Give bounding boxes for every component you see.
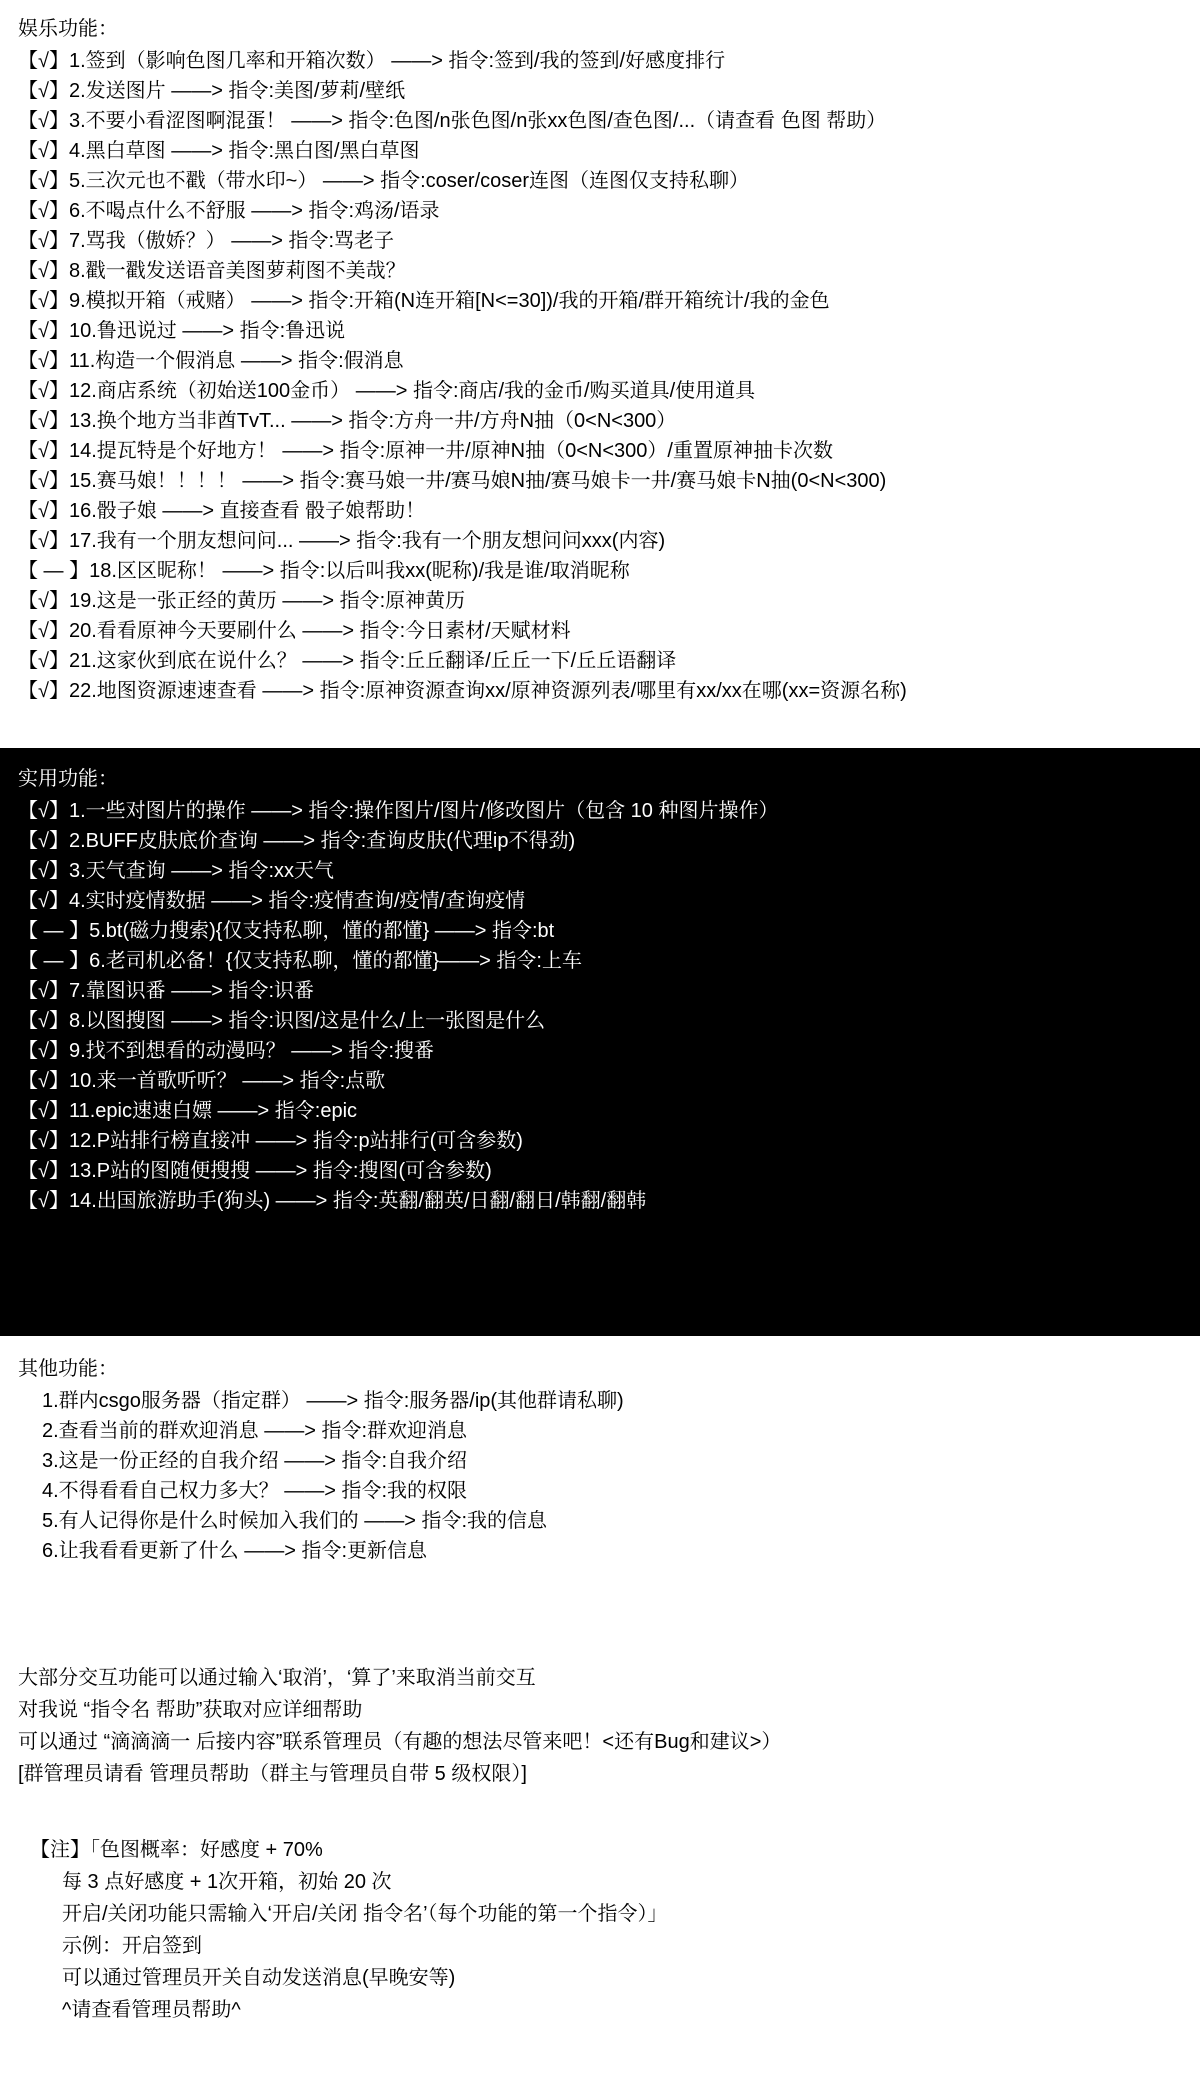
list-item: 【√】22.地图资源速速查看 ——> 指令:原神资源查询xx/原神资源列表/哪里有xx/xx在哪(xx=资源名称) xyxy=(18,680,907,702)
list-item: 【√】7.靠图识番 ——> 指令:识番 xyxy=(18,980,315,1002)
section-divider xyxy=(0,724,1200,748)
list-item: 【√】17.我有一个朋友想问问... ——> 指令:我有一个朋友想问问xxx(内容) xyxy=(18,530,666,552)
list-item: 【√】6.不喝点什么不舒服 ——> 指令:鸡汤/语录 xyxy=(18,200,440,222)
list-item: 【√】2.BUFF皮肤底价查询 ——> 指令:查询皮肤(代理ip不得劲) xyxy=(18,830,576,852)
list-item: 3.这是一份正经的自我介绍 ——> 指令:自我介绍 xyxy=(42,1450,468,1472)
list-item: 【√】7.骂我（傲娇？） ——> 指令:骂老子 xyxy=(18,230,395,252)
list-item: 【√】16.骰子娘 ——> 直接查看 骰子娘帮助！ xyxy=(18,500,426,522)
list-item: 4.不得看看自己权力多大？ ——> 指令:我的权限 xyxy=(42,1480,468,1502)
list-item: 【√】1.签到（影响色图几率和开箱次数） ——> 指令:签到/我的签到/好感度排行 xyxy=(18,50,726,72)
practical-section xyxy=(0,748,1200,1336)
list-item: 【√】10.来一首歌听听？ ——> 指令:点歌 xyxy=(18,1070,386,1092)
list-item: 【√】8.以图搜图 ——> 指令:识图/这是什么/上一张图是什么 xyxy=(18,1010,546,1032)
other-section xyxy=(0,1336,1200,1576)
bottom-padding xyxy=(0,2036,1200,2096)
list-item: 【√】15.赛马娘！！！！ ——> 指令:赛马娘一井/赛马娘N抽/赛马娘卡一井/赛马娘卡N抽(0<N<300) xyxy=(18,470,887,492)
list-item: 【√】12.P站排行榜直接冲 ——> 指令:p站排行(可含参数) xyxy=(18,1130,523,1152)
list-item: 【√】4.实时疫情数据 ——> 指令:疫情查询/疫情/查询疫情 xyxy=(18,890,526,912)
list-item: 【√】13.换个地方当非酋TvT... ——> 指令:方舟一井/方舟N抽（0<N<300） xyxy=(18,410,677,432)
list-item: 【√】9.模拟开箱（戒赌） ——> 指令:开箱(N连开箱[N<=30])/我的开箱/群开箱统计/我的金色 xyxy=(18,290,830,312)
list-item: 【√】3.不要小看涩图啊混蛋！ ——> 指令:色图/n张色图/n张xx色图/查色图/...（请查看 色图 帮助） xyxy=(18,110,887,132)
footnote-line: 开启/关闭功能只需输入‘开启/关闭 指令名’（每个功能的第一个指令）」 xyxy=(62,1903,668,1925)
list-item: 【√】3.天气查询 ——> 指令:xx天气 xyxy=(18,860,335,882)
list-item: 【 — 】18.区区昵称！ ——> 指令:以后叫我xx(昵称)/我是谁/取消昵称 xyxy=(18,560,630,582)
list-item: 【 — 】5.bt(磁力搜索){仅支持私聊，懂的都懂} ——> 指令:bt xyxy=(18,920,555,942)
note-line: 对我说 “指令名 帮助”获取对应详细帮助 xyxy=(18,1699,363,1721)
footnote-line: 每 3 点好感度 + 1次开箱，初始 20 次 xyxy=(62,1871,392,1893)
section-gap xyxy=(0,1576,1200,1662)
list-item: 【√】5.三次元也不戳（带水印~） ——> 指令:coser/coser连图（连图仅支持私聊） xyxy=(18,170,750,192)
practical-title: 实用功能： xyxy=(18,768,118,790)
note-line: 大部分交互功能可以通过输入‘取消’，‘算了’来取消当前交互 xyxy=(18,1667,536,1689)
list-item: 【√】4.黑白草图 ——> 指令:黑白图/黑白草图 xyxy=(18,140,420,162)
list-item: 【 — 】6.老司机必备！{仅支持私聊，懂的都懂}——> 指令:上车 xyxy=(18,950,582,972)
note-line: 可以通过 “滴滴滴一 后接内容”联系管理员（有趣的想法尽管来吧！<还有Bug和建议>） xyxy=(18,1731,782,1753)
list-item: 【√】21.这家伙到底在说什么？ ——> 指令:丘丘翻译/丘丘一下/丘丘语翻译 xyxy=(18,650,677,672)
list-item: 【√】9.找不到想看的动漫吗？ ——> 指令:搜番 xyxy=(18,1040,435,1062)
footnote-line: 示例：开启签到 xyxy=(62,1935,202,1957)
list-item: 1.群内csgo服务器（指定群） ——> 指令:服务器/ip(其他群请私聊) xyxy=(42,1390,624,1412)
list-item: 【√】13.P站的图随便搜搜 ——> 指令:搜图(可含参数) xyxy=(18,1160,492,1182)
list-item: 【√】10.鲁迅说过 ——> 指令:鲁迅说 xyxy=(18,320,346,342)
list-item: 6.让我看看更新了什么 ——> 指令:更新信息 xyxy=(42,1540,428,1562)
note-line: [群管理员请看 管理员帮助（群主与管理员自带 5 级权限）] xyxy=(18,1763,527,1785)
list-item: 5.有人记得你是什么时候加入我们的 ——> 指令:我的信息 xyxy=(42,1510,548,1532)
list-item: 2.查看当前的群欢迎消息 ——> 指令:群欢迎消息 xyxy=(42,1420,468,1442)
footnote-gap xyxy=(0,1800,1200,1834)
footnote-line: ^请查看管理员帮助^ xyxy=(62,1999,241,2021)
other-title: 其他功能： xyxy=(18,1358,118,1380)
list-item: 【√】14.提瓦特是个好地方！ ——> 指令:原神一井/原神N抽（0<N<300）/重置原神抽卡次数 xyxy=(18,440,833,462)
list-item: 【√】11.构造一个假消息 ——> 指令:假消息 xyxy=(18,350,404,372)
list-item: 【√】11.epic速速白嫖 ——> 指令:epic xyxy=(18,1100,358,1122)
list-item: 【√】19.这是一张正经的黄历 ——> 指令:原神黄历 xyxy=(18,590,466,612)
list-item: 【√】14.出国旅游助手(狗头) ——> 指令:英翻/翻英/日翻/翻日/韩翻/翻韩 xyxy=(18,1190,647,1212)
notes-section xyxy=(0,1662,1200,1800)
list-item: 【√】1.一些对图片的操作 ——> 指令:操作图片/图片/修改图片（包含 10 种图片操作） xyxy=(18,800,779,822)
list-item: 【√】2.发送图片 ——> 指令:美图/萝莉/壁纸 xyxy=(18,80,406,102)
footnote-line: 可以通过管理员开关自动发送消息(早晚安等) xyxy=(62,1967,456,1989)
list-item: 【√】8.戳一戳发送语音美图萝莉图不美哉？ xyxy=(18,260,406,282)
entertainment-title: 娱乐功能： xyxy=(18,18,118,40)
list-item: 【√】20.看看原神今天要刷什么 ——> 指令:今日素材/天赋材料 xyxy=(18,620,571,642)
footnote-line: 【注】「色图概率：好感度 + 70% xyxy=(30,1839,323,1861)
entertainment-section xyxy=(0,0,1200,724)
list-item: 【√】12.商店系统（初始送100金币） ——> 指令:商店/我的金币/购买道具/使用道具 xyxy=(18,380,756,402)
footnote-section xyxy=(0,1834,1200,2036)
